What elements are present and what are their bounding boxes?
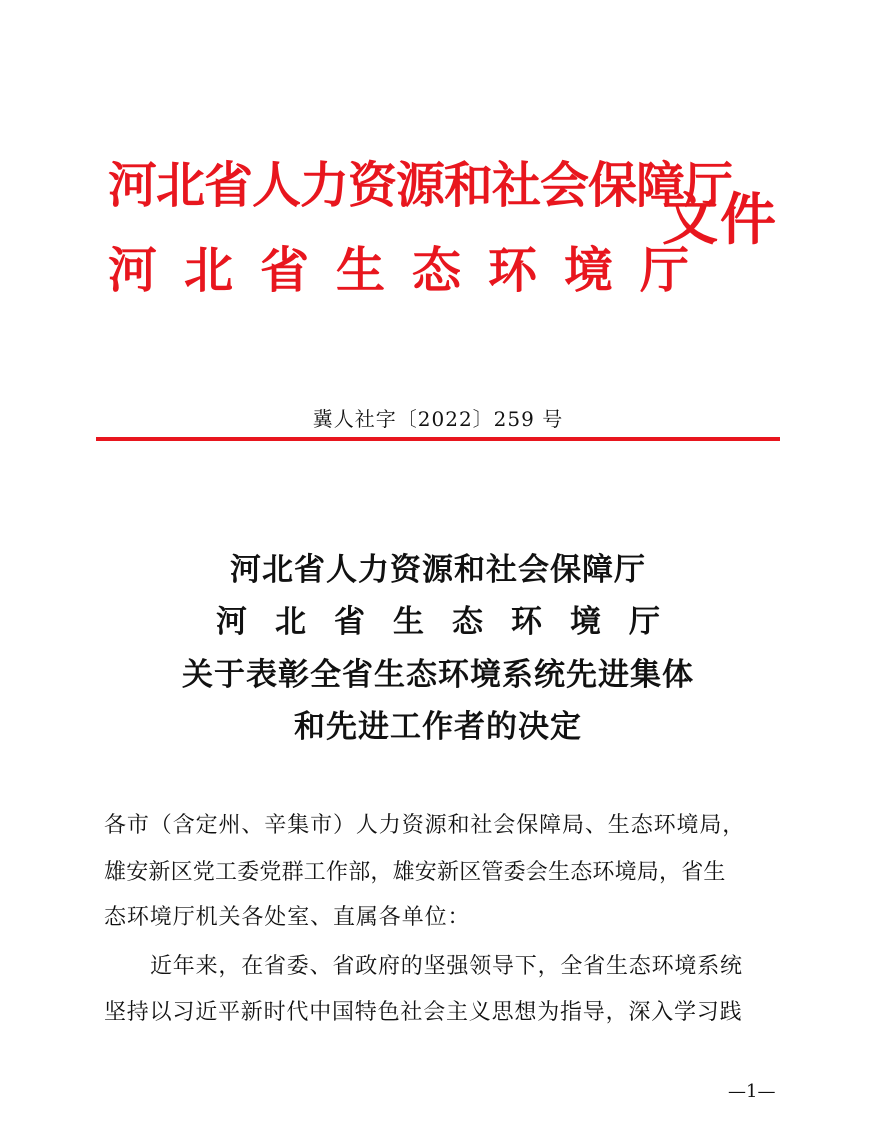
red-divider-line <box>96 437 780 441</box>
document-number: 冀人社字〔2022〕259 号 <box>312 407 564 431</box>
issuing-org-line-2: 河北省生态环境厅 <box>108 241 717 299</box>
title-line-4: 和先进工作者的决定 <box>294 709 582 745</box>
document-type-label: 文件 <box>662 187 778 253</box>
title-line-3: 关于表彰全省生态环境系统先进集体 <box>182 657 694 693</box>
body-paragraph-line-2: 坚持以习近平新时代中国特色社会主义思想为指导，深入学习践 <box>104 1000 743 1025</box>
title-line-2: 河北省生态环境厅 <box>216 604 688 640</box>
title-line-1: 河北省人力资源和社会保障厅 <box>230 552 646 588</box>
addressee-line-2: 雄安新区党工委党群工作部，雄安新区管委会生态环境局，省生 <box>104 860 726 885</box>
page-number: —1— <box>728 1081 776 1102</box>
addressee-line-3: 态环境厅机关各处室、直属各单位： <box>104 905 471 930</box>
issuing-org-line-1: 河北省人力资源和社会保障厅 <box>108 156 733 214</box>
body-paragraph-line-1: 近年来，在省委、省政府的坚强领导下，全省生态环境系统 <box>150 954 743 979</box>
addressee-line-1: 各市（含定州、辛集市）人力资源和社会保障局、生态环境局， <box>104 813 746 838</box>
